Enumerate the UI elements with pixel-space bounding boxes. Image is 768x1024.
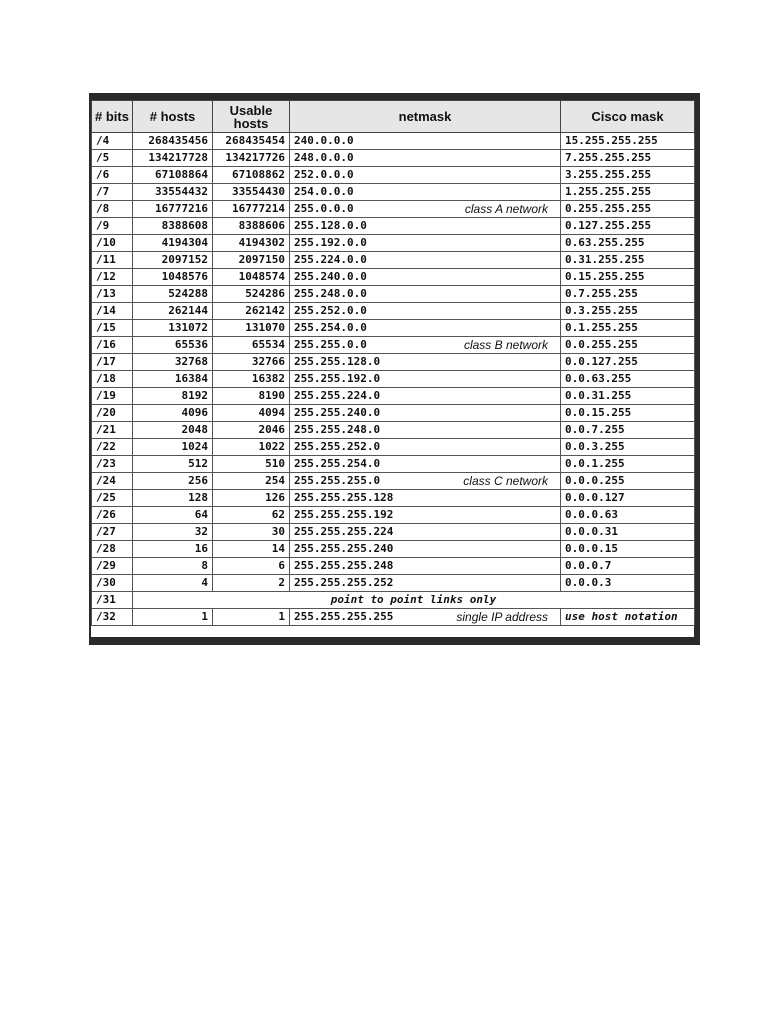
table-row: [92, 473, 695, 490]
cell-bits: /9: [92, 218, 133, 235]
cell-bits: /8: [92, 201, 133, 218]
netmask-value: 254.0.0.0: [294, 185, 354, 198]
cell-usable-hosts: 4094: [213, 405, 290, 422]
table-row: [92, 184, 695, 201]
table-row: [92, 575, 695, 592]
netmask-value: 255.255.128.0: [294, 355, 381, 368]
cell-netmask: [290, 269, 561, 286]
header-bits: # bits: [92, 101, 133, 133]
cell-netmask: [290, 473, 561, 490]
header-netmask: netmask: [290, 101, 561, 133]
table-row: [92, 405, 695, 422]
cell-netmask: [290, 575, 561, 592]
cell-usable-hosts: 6: [213, 558, 290, 575]
cell-cisco-mask: 0.0.31.255: [561, 388, 695, 405]
cell-netmask: [290, 490, 561, 507]
cell-usable-hosts: 268435454: [213, 133, 290, 150]
cell-hosts: 8: [133, 558, 213, 575]
cell-hosts: 512: [133, 456, 213, 473]
cell-bits: /25: [92, 490, 133, 507]
cell-hosts: 131072: [133, 320, 213, 337]
netmask-value: 255.255.0.0: [294, 338, 367, 351]
table-body: [92, 133, 695, 626]
cell-netmask: [290, 558, 561, 575]
cell-bits: /28: [92, 541, 133, 558]
cell-netmask: [290, 218, 561, 235]
cell-hosts: 4194304: [133, 235, 213, 252]
netmask-value: 255.255.255.240: [294, 542, 394, 555]
table-row: [92, 320, 695, 337]
table-row: [92, 252, 695, 269]
cell-hosts: 1024: [133, 439, 213, 456]
cell-usable-hosts: 126: [213, 490, 290, 507]
table-row: [92, 609, 695, 626]
cell-bits: /10: [92, 235, 133, 252]
cell-hosts: 8192: [133, 388, 213, 405]
cell-cisco-mask: 1.255.255.255: [561, 184, 695, 201]
netmask-value: 255.255.192.0: [294, 372, 381, 385]
cell-hosts: 134217728: [133, 150, 213, 167]
cell-netmask: [290, 286, 561, 303]
cell-bits: /7: [92, 184, 133, 201]
table-row: [92, 439, 695, 456]
table-row: [92, 456, 695, 473]
cell-bits: /12: [92, 269, 133, 286]
cell-bits: /22: [92, 439, 133, 456]
cell-cisco-mask: 0.0.1.255: [561, 456, 695, 473]
cell-bits: /29: [92, 558, 133, 575]
point-to-point-note: point to point links only: [133, 592, 695, 609]
cell-usable-hosts: 2046: [213, 422, 290, 439]
cell-usable-hosts: 254: [213, 473, 290, 490]
cell-cisco-mask: 0.0.0.7: [561, 558, 695, 575]
cell-bits: /32: [92, 609, 133, 626]
table-frame: [89, 93, 700, 645]
cell-hosts: 268435456: [133, 133, 213, 150]
netmask-value: 255.255.255.224: [294, 525, 394, 538]
table-row: [92, 354, 695, 371]
header-cisco-mask: Cisco mask: [561, 101, 695, 133]
cell-netmask: [290, 422, 561, 439]
cell-hosts: 67108864: [133, 167, 213, 184]
table-row: [92, 150, 695, 167]
cell-hosts: 4: [133, 575, 213, 592]
cell-bits: /6: [92, 167, 133, 184]
cell-cisco-mask: 0.127.255.255: [561, 218, 695, 235]
cell-cisco-mask: 0.63.255.255: [561, 235, 695, 252]
cell-netmask: [290, 337, 561, 354]
cell-cisco-mask: 0.255.255.255: [561, 201, 695, 218]
cell-cisco-mask: 0.0.0.127: [561, 490, 695, 507]
network-class-note: class A network: [464, 202, 548, 216]
cell-netmask: [290, 354, 561, 371]
cell-bits: /31: [92, 592, 133, 609]
cell-usable-hosts: 16777214: [213, 201, 290, 218]
cell-netmask: [290, 456, 561, 473]
table-row: [92, 269, 695, 286]
single-ip-note: single IP address: [456, 610, 548, 624]
cell-hosts: 2097152: [133, 252, 213, 269]
netmask-value: 255.255.254.0: [294, 457, 381, 470]
cell-netmask: [290, 320, 561, 337]
table-row: [92, 541, 695, 558]
table-row: [92, 558, 695, 575]
netmask-value: 255.255.255.252: [294, 576, 394, 589]
cell-usable-hosts: 4194302: [213, 235, 290, 252]
table-row: [92, 235, 695, 252]
network-class-note: class C network: [463, 474, 548, 488]
header-row: [92, 101, 695, 133]
netmask-value: 255.0.0.0: [294, 202, 354, 215]
cell-bits: /30: [92, 575, 133, 592]
cell-hosts: 32768: [133, 354, 213, 371]
table-row: [92, 490, 695, 507]
cell-netmask: [290, 150, 561, 167]
cell-usable-hosts: 131070: [213, 320, 290, 337]
cell-netmask: [290, 201, 561, 218]
header-hosts: # hosts: [133, 101, 213, 133]
netmask-value: 255.255.255.128: [294, 491, 394, 504]
table-row: [92, 218, 695, 235]
table-row: [92, 388, 695, 405]
netmask-value: 255.254.0.0: [294, 321, 367, 334]
cell-netmask: [290, 609, 561, 626]
cell-hosts: 2048: [133, 422, 213, 439]
cell-usable-hosts: 524286: [213, 286, 290, 303]
cell-cisco-mask: 0.0.255.255: [561, 337, 695, 354]
cell-netmask: [290, 133, 561, 150]
cell-bits: /17: [92, 354, 133, 371]
cell-netmask: [290, 388, 561, 405]
cell-usable-hosts: 134217726: [213, 150, 290, 167]
cell-netmask: [290, 439, 561, 456]
cell-cisco-mask: 0.0.0.31: [561, 524, 695, 541]
cell-bits: /15: [92, 320, 133, 337]
cell-hosts: 65536: [133, 337, 213, 354]
netmask-value: 255.255.252.0: [294, 440, 381, 453]
cell-cisco-mask: 0.0.3.255: [561, 439, 695, 456]
cell-bits: /13: [92, 286, 133, 303]
cell-cisco-mask: 0.1.255.255: [561, 320, 695, 337]
cell-cisco-mask: use host notation: [561, 609, 695, 626]
cell-cisco-mask: 0.0.0.255: [561, 473, 695, 490]
cell-bits: /5: [92, 150, 133, 167]
cell-netmask: [290, 541, 561, 558]
cell-netmask: [290, 252, 561, 269]
cell-netmask: [290, 167, 561, 184]
cell-hosts: 8388608: [133, 218, 213, 235]
cell-cisco-mask: 0.0.15.255: [561, 405, 695, 422]
cell-usable-hosts: 16382: [213, 371, 290, 388]
table-row: [92, 524, 695, 541]
cell-usable-hosts: 62: [213, 507, 290, 524]
table-row: [92, 592, 695, 609]
table-row: [92, 371, 695, 388]
cell-bits: /23: [92, 456, 133, 473]
cell-cisco-mask: 0.0.0.63: [561, 507, 695, 524]
cell-hosts: 16777216: [133, 201, 213, 218]
cell-cisco-mask: 0.0.127.255: [561, 354, 695, 371]
cell-bits: /24: [92, 473, 133, 490]
cell-hosts: 32: [133, 524, 213, 541]
cell-bits: /26: [92, 507, 133, 524]
cell-cisco-mask: 7.255.255.255: [561, 150, 695, 167]
netmask-value: 252.0.0.0: [294, 168, 354, 181]
netmask-value: 255.255.240.0: [294, 406, 381, 419]
cell-netmask: [290, 371, 561, 388]
netmask-value: 255.192.0.0: [294, 236, 367, 249]
cell-cisco-mask: 0.0.0.15: [561, 541, 695, 558]
header-usable-hosts: Usable hosts: [213, 101, 290, 133]
cell-cisco-mask: 0.0.7.255: [561, 422, 695, 439]
cell-cisco-mask: 0.31.255.255: [561, 252, 695, 269]
cell-cisco-mask: 0.3.255.255: [561, 303, 695, 320]
cell-bits: /14: [92, 303, 133, 320]
cell-hosts: 524288: [133, 286, 213, 303]
cell-cisco-mask: 0.0.0.3: [561, 575, 695, 592]
cell-hosts: 4096: [133, 405, 213, 422]
netmask-value: 255.128.0.0: [294, 219, 367, 232]
cell-usable-hosts: 67108862: [213, 167, 290, 184]
cell-hosts: 1048576: [133, 269, 213, 286]
cell-netmask: [290, 524, 561, 541]
cell-usable-hosts: 2097150: [213, 252, 290, 269]
cell-cisco-mask: 0.15.255.255: [561, 269, 695, 286]
netmask-value: 255.255.255.248: [294, 559, 394, 572]
netmask-value: 255.255.255.255: [294, 610, 394, 623]
cell-netmask: [290, 303, 561, 320]
network-class-note: class B network: [463, 338, 548, 352]
cell-netmask: [290, 235, 561, 252]
cell-hosts: 33554432: [133, 184, 213, 201]
cell-cisco-mask: 0.0.63.255: [561, 371, 695, 388]
cell-hosts: 256: [133, 473, 213, 490]
netmask-value: 255.224.0.0: [294, 253, 367, 266]
cell-bits: /4: [92, 133, 133, 150]
cell-usable-hosts: 1048574: [213, 269, 290, 286]
subnet-table: [91, 100, 695, 626]
table-row: [92, 201, 695, 218]
cell-usable-hosts: 1: [213, 609, 290, 626]
cell-netmask: [290, 405, 561, 422]
table-row: [92, 337, 695, 354]
cell-usable-hosts: 33554430: [213, 184, 290, 201]
table-container: [91, 100, 694, 637]
cell-usable-hosts: 32766: [213, 354, 290, 371]
cell-bits: /19: [92, 388, 133, 405]
cell-usable-hosts: 1022: [213, 439, 290, 456]
netmask-value: 255.255.255.0: [294, 474, 381, 487]
table-row: [92, 303, 695, 320]
netmask-value: 255.248.0.0: [294, 287, 367, 300]
cell-hosts: 16384: [133, 371, 213, 388]
cell-usable-hosts: 2: [213, 575, 290, 592]
cell-usable-hosts: 8388606: [213, 218, 290, 235]
cell-usable-hosts: 262142: [213, 303, 290, 320]
cell-cisco-mask: 0.7.255.255: [561, 286, 695, 303]
cell-bits: /27: [92, 524, 133, 541]
cell-netmask: [290, 507, 561, 524]
cell-hosts: 16: [133, 541, 213, 558]
cell-usable-hosts: 510: [213, 456, 290, 473]
netmask-value: 248.0.0.0: [294, 151, 354, 164]
table-row: [92, 286, 695, 303]
cell-bits: /21: [92, 422, 133, 439]
table-row: [92, 133, 695, 150]
table-row: [92, 507, 695, 524]
cell-hosts: 1: [133, 609, 213, 626]
cell-usable-hosts: 30: [213, 524, 290, 541]
netmask-value: 240.0.0.0: [294, 134, 354, 147]
netmask-value: 255.255.255.192: [294, 508, 394, 521]
netmask-value: 255.255.224.0: [294, 389, 381, 402]
cell-cisco-mask: 15.255.255.255: [561, 133, 695, 150]
cell-netmask: [290, 184, 561, 201]
netmask-value: 255.252.0.0: [294, 304, 367, 317]
cell-hosts: 64: [133, 507, 213, 524]
netmask-value: 255.240.0.0: [294, 270, 367, 283]
cell-hosts: 262144: [133, 303, 213, 320]
cell-bits: /16: [92, 337, 133, 354]
cell-bits: /11: [92, 252, 133, 269]
cell-usable-hosts: 8190: [213, 388, 290, 405]
table-row: [92, 167, 695, 184]
table-row: [92, 422, 695, 439]
cell-cisco-mask: 3.255.255.255: [561, 167, 695, 184]
netmask-value: 255.255.248.0: [294, 423, 381, 436]
cell-usable-hosts: 14: [213, 541, 290, 558]
cell-bits: /20: [92, 405, 133, 422]
cell-hosts: 128: [133, 490, 213, 507]
cell-usable-hosts: 65534: [213, 337, 290, 354]
cell-bits: /18: [92, 371, 133, 388]
